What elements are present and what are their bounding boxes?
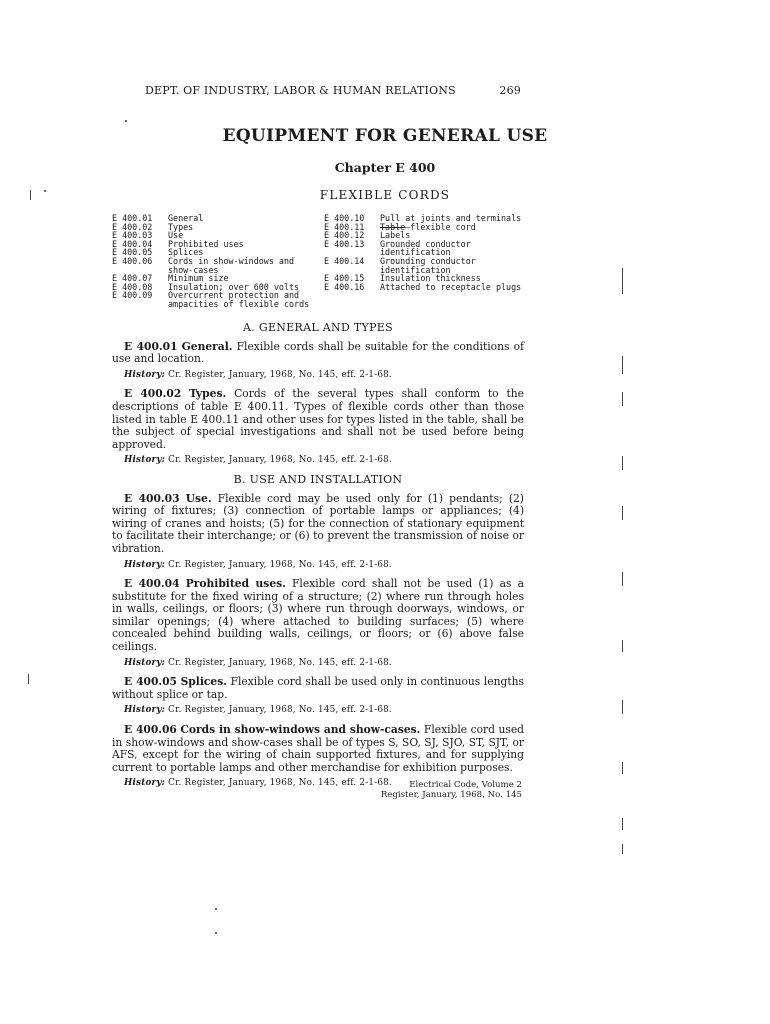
margin-revision-bar [622, 572, 623, 586]
page-number: 269 [499, 84, 521, 97]
rule-e400-05 [112, 676, 524, 701]
margin-revision-bar [28, 674, 29, 684]
history-note [112, 704, 524, 717]
scan-speck [125, 120, 127, 122]
toc-number: E 400.01 [112, 213, 153, 223]
history-label: History: [124, 778, 166, 789]
history-label: History: [124, 657, 166, 668]
rule-text: Flexible cord used in show-windows and show-cases shall be of types S, SO, SJ, SJO, ST, SJT, or AFS, except for the wiring of chain supported fixtures, and for supplying current to portable lamps and other merchandise for exhibition purposes. [112, 723, 525, 774]
rule-name: Prohibited uses. [185, 577, 286, 591]
section-heading-general-and-types: A. GENERAL AND TYPES [243, 321, 393, 334]
toc-title: Splices [168, 247, 204, 258]
history-label: History: [124, 369, 166, 380]
margin-revision-bar [622, 700, 623, 714]
toc-title: General [168, 213, 204, 223]
rule-text: Cords of the several types shall conform to the descriptions of table E 400.11. Types of flexible cords other than those listed in table E 400.11 and other uses for types listed in the table, shall be the subject of special investigations and shall not be used before being approved. [112, 387, 524, 451]
rule-id: E 400.03 [124, 491, 180, 505]
rule-name: Types. [189, 387, 227, 401]
toc-number: E 400.08 [112, 281, 153, 292]
margin-revision-bar [622, 506, 623, 520]
rule-name: General. [181, 339, 233, 353]
toc-title: Insulation; over 600 volts [168, 281, 300, 292]
rule-text: Flexible cord shall not be used (1) as a substitute for the fixed wiring of a structure; (2) where run through holes in walls, ceilings, or floors; (3) where run through doorways, windows, or similar openings; (4) where attached to building surfaces; (5) where concealed behind building walls, ceilings, or floors; or (6) above false ceilings. [112, 577, 524, 654]
rule-e400-04 [112, 578, 524, 654]
history-text: Cr. Register, January, 1968, No. 145, eff. 2-1-68. [168, 559, 392, 570]
toc-number: E 400.15 [324, 273, 365, 284]
rule-e400-02 [112, 388, 524, 451]
scan-speck [215, 932, 217, 934]
toc-entry [324, 240, 524, 257]
history-text: Cr. Register, January, 1968, No. 145, eff. 2-1-68. [168, 369, 392, 380]
chapter-subtitle: FLEXIBLE CORDS [319, 188, 451, 202]
toc-title: Use [168, 230, 184, 241]
history-text: Cr. Register, January, 1968, No. 145, eff. 2-1-68. [168, 657, 392, 668]
history-label: History: [124, 559, 166, 570]
page-title: EQUIPMENT FOR GENERAL USE [222, 126, 548, 146]
toc-entry [324, 257, 524, 274]
toc-title: Grounded conductor identification [380, 238, 471, 258]
history-note [112, 454, 524, 467]
history-note [112, 657, 524, 670]
rule-id: E 400.04 [124, 577, 180, 591]
toc-number: E 400.05 [112, 247, 153, 258]
toc-number: E 400.07 [112, 273, 153, 284]
margin-revision-bar [622, 640, 623, 652]
margin-revision-bar [622, 844, 623, 854]
document-body [112, 320, 524, 797]
scan-speck [44, 190, 46, 192]
history-text: Cr. Register, January, 1968, No. 145, eff. 2-1-68. [168, 455, 392, 466]
toc-left-column [112, 214, 312, 309]
toc-entry [324, 283, 524, 292]
rule-text: Flexible cords shall be suitable for the conditions of use and location. [112, 339, 524, 366]
margin-revision-bar [622, 818, 623, 830]
toc-title: Overcurrent protection and ampacities of flexible cords [168, 290, 310, 309]
toc-title: Grounding conductor identification [380, 255, 476, 275]
chapter-heading: Chapter E 400 [334, 160, 436, 175]
page-footer [300, 781, 522, 800]
toc-title: Minimum size [168, 273, 229, 284]
rule-name: Splices. [180, 675, 227, 689]
running-head [145, 84, 521, 97]
toc-number: E 400.11 [324, 221, 365, 232]
rule-e400-06 [112, 724, 524, 774]
running-head-text: DEPT. OF INDUSTRY, LABOR & HUMAN RELATIONS [145, 84, 456, 97]
toc-number: E 400.03 [112, 230, 153, 241]
toc-title: Insulation thickness [380, 273, 481, 284]
margin-revision-bar [622, 356, 623, 374]
toc-entry [112, 291, 312, 308]
rule-e400-01 [112, 341, 524, 366]
footer-line-register: Register, January, 1968, No. 145 [380, 789, 522, 800]
margin-revision-bar [622, 456, 623, 470]
section-heading-use-and-installation: B. USE AND INSTALLATION [233, 472, 403, 486]
margin-revision-bar [622, 392, 623, 406]
rule-name: Cords in show-windows and show-cases. [180, 723, 421, 737]
toc-entry [112, 257, 312, 274]
toc-title: Attached to receptacle plugs [380, 281, 522, 292]
toc-title: Labels [380, 230, 411, 241]
history-text: Cr. Register, January, 1968, No. 145, eff. 2-1-68. [168, 778, 392, 789]
toc-right-column [324, 214, 524, 291]
toc-number: E 400.04 [112, 238, 153, 249]
toc-number: E 400.16 [324, 281, 365, 292]
history-text: Cr. Register, January, 1968, No. 145, eff. 2-1-68. [168, 705, 392, 716]
footer-line-code: Electrical Code, Volume 2 [409, 780, 522, 790]
toc-title: Prohibited uses [168, 238, 244, 249]
rule-text: Flexible cord may be used only for (1) pendants; (2) wiring of fixtures; (3) connection of portable lamps or appliances; (4) wiring of cranes and hoists; (5) for the connection of stationary equipment to facilitate their interchange; or (6) to prevent the transmission of noise or vibration. [112, 491, 524, 555]
toc-title: Types [168, 221, 194, 232]
toc-number: E 400.13 [324, 238, 365, 249]
toc-number: E 400.12 [324, 230, 365, 241]
toc-number: E 400.14 [324, 255, 365, 266]
history-note [112, 559, 524, 572]
toc-number: E 400.06 [112, 255, 153, 266]
toc-title: Pull at joints and terminals [380, 213, 522, 223]
toc-title-rest: —flexible cord [405, 221, 476, 232]
rule-id: E 400.01 [124, 339, 178, 353]
struck-text: Table [380, 221, 406, 232]
scan-speck [215, 908, 217, 910]
toc-title: Cords in show-windows and show-cases [168, 255, 295, 275]
toc-number: E 400.02 [112, 221, 153, 232]
toc-number: E 400.10 [324, 213, 365, 223]
rule-e400-03 [112, 493, 524, 556]
rule-text: Flexible cord shall be used only in continuous lengths without splice or tap. [112, 675, 524, 701]
history-note [112, 369, 524, 382]
margin-revision-bar [622, 268, 623, 294]
history-label: History: [124, 705, 166, 716]
rule-id: E 400.05 [124, 675, 177, 689]
margin-revision-bar [622, 762, 623, 774]
rule-name: Use. [185, 491, 212, 505]
toc-number: E 400.09 [112, 290, 153, 301]
history-label: History: [124, 455, 166, 466]
margin-revision-bar [30, 190, 31, 200]
rule-id: E 400.02 [124, 387, 182, 401]
rule-id: E 400.06 [124, 723, 177, 737]
